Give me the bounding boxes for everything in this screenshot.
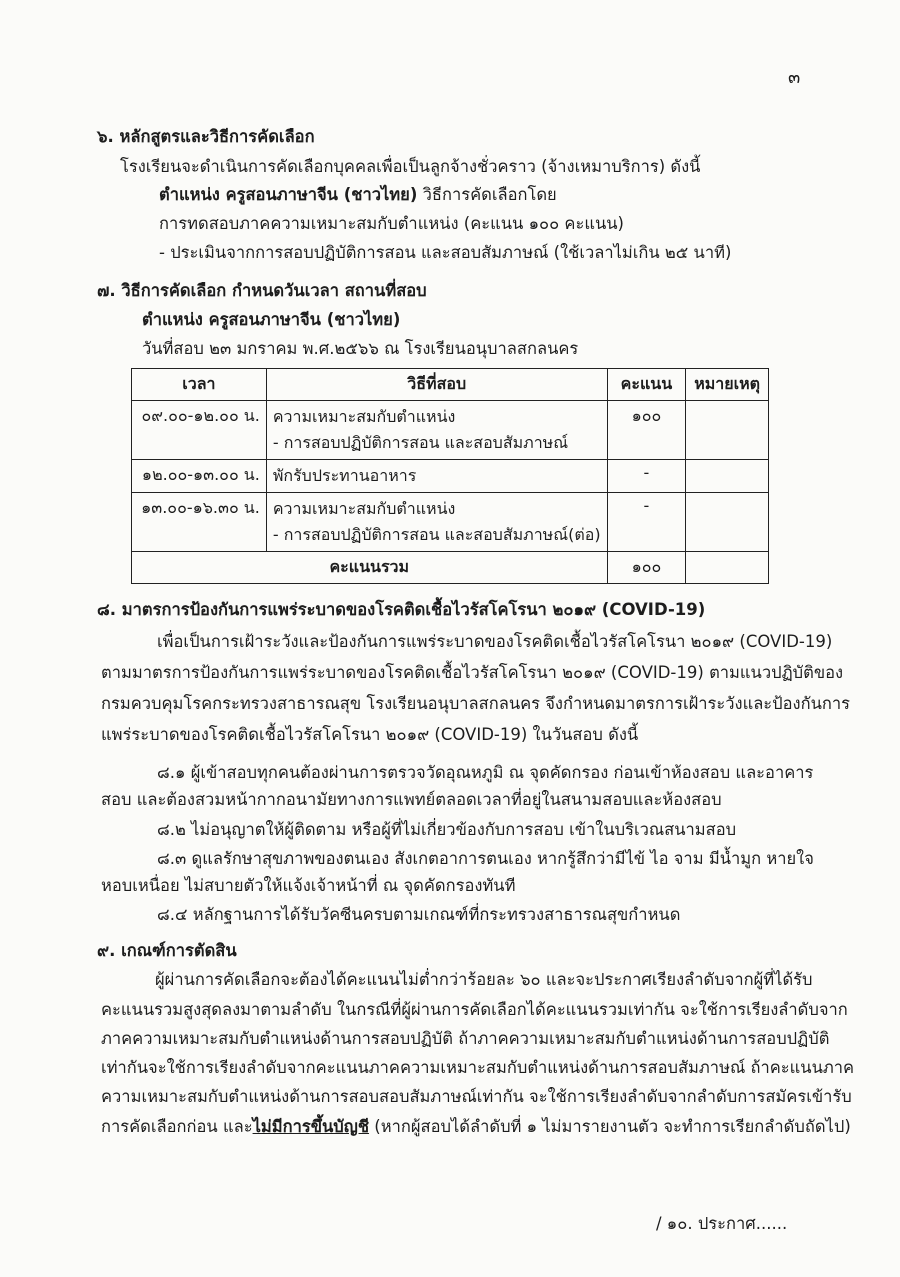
section-7-position: ตำแหน่ง ครูสอนภาษาจีน (ชาวไทย)	[142, 310, 401, 329]
cell-time: ๑๒.๐๐-๑๓.๐๐ น.	[132, 460, 267, 493]
col-header-note: หมายเหตุ	[686, 369, 769, 401]
section-6-intro: โรงเรียนจะดำเนินการคัดเลือกบุคคลเพื่อเป็นลูกจ้างชั่วคราว (จ้างเหมาบริการ) ดังนี้	[120, 157, 701, 176]
section-8-para-line: ตามมาตรการป้องกันการแพร่ระบาดของโรคติดเชื้อไวรัสโคโรนา ๒๐๑๙ (COVID-19) ตามแนวปฏิบัติของ	[101, 663, 844, 682]
cell-score: ๑๐๐	[607, 401, 686, 460]
cell-time: ๐๙.๐๐-๑๒.๐๐ น.	[132, 401, 267, 460]
cell-time: ๑๓.๐๐-๑๖.๓๐ น.	[132, 493, 267, 552]
method-line-2: - การสอบปฏิบัติการสอน และสอบสัมภาษณ์(ต่อ)	[272, 525, 601, 544]
col-header-method: วิธีที่สอบ	[266, 369, 607, 401]
total-score: ๑๐๐	[607, 552, 686, 584]
cell-score: -	[607, 460, 686, 493]
section-9-line: ภาคความเหมาะสมกับตำแหน่งด้านการสอบปฏิบัติ ถ้าภาคความเหมาะสมกับตำแหน่งด้านการสอบปฏิบัติ	[101, 1029, 830, 1048]
cell-method	[266, 493, 607, 552]
page-number: ๓	[788, 67, 801, 88]
measure-8-3-cont: หอบเหนื่อย ไม่สบายตัวให้แจ้งเจ้าหน้าที่ ณ จุดคัดกรองทันที	[101, 876, 516, 895]
cell-note	[686, 460, 769, 493]
table-row	[132, 401, 769, 460]
section-9-line: ความเหมาะสมกับตำแหน่งด้านการสอบสอบสัมภาษณ์เท่ากัน จะใช้การเรียงลำดับจากลำดับการสมัครเข้ารับ	[101, 1087, 852, 1106]
total-note	[686, 552, 769, 584]
section-8-heading: ๘. มาตรการป้องกันการแพร่ระบาดของโรคติดเชื้อไวรัสโคโรนา ๒๐๑๙ (COVID-19)	[97, 600, 706, 619]
cell-note	[686, 401, 769, 460]
last-line-start: การคัดเลือกก่อน และ	[101, 1117, 253, 1136]
table-total-row	[132, 552, 769, 584]
total-label: คะแนนรวม	[132, 552, 608, 584]
section-9-line: คะแนนรวมสูงสุดลงมาตามลำดับ ในกรณีที่ผู้ผ่านการคัดเลือกได้คะแนนรวมเท่ากัน จะใช้การเรียงลำดับจาก	[101, 1000, 848, 1019]
method-line-1: ความเหมาะสมกับตำแหน่ง	[272, 407, 456, 426]
measure-8-4: ๘.๔ หลักฐานการได้รับวัคซีนครบตามเกณฑ์ที่กระทรวงสาธารณสุขกำหนด	[157, 905, 681, 924]
section-8-para-line: กรมควบคุมโรคกระทรวงสาธารณสุข โรงเรียนอนุบาลสกลนคร จึงกำหนดมาตรการเฝ้าระวังและป้องกันการ	[101, 694, 851, 713]
method-line-1: พักรับประทานอาหาร	[272, 466, 417, 485]
table-row	[132, 493, 769, 552]
table-row	[132, 460, 769, 493]
cell-method	[266, 401, 607, 460]
measure-8-3: ๘.๓ ดูแลรักษาสุขภาพของตนเอง สังเกตอาการตนเอง หากรู้สึกว่ามีไข้ ไอ จาม มีน้ำมูก หายใจ	[157, 849, 814, 868]
position-title: ตำแหน่ง ครูสอนภาษาจีน (ชาวไทย)	[159, 185, 418, 204]
table-header-row	[132, 369, 769, 401]
cell-score: -	[607, 493, 686, 552]
col-header-score: คะแนน	[607, 369, 686, 401]
cell-note	[686, 493, 769, 552]
method-line-2: - การสอบปฏิบัติการสอน และสอบสัมภาษณ์	[272, 433, 569, 452]
section-7-date: วันที่สอบ ๒๓ มกราคม พ.ศ.๒๕๖๖ ณ โรงเรียนอนุบาลสกลนคร	[142, 339, 579, 358]
cell-method	[266, 460, 607, 493]
col-header-time: เวลา	[132, 369, 267, 401]
section-7-heading: ๗. วิธีการคัดเลือก กำหนดวันเวลา สถานที่สอบ	[97, 281, 427, 300]
measure-8-1-cont: สอบ และต้องสวมหน้ากากอนามัยทางการแพทย์ตลอดเวลาที่อยู่ในสนามสอบและห้องสอบ	[101, 790, 722, 809]
measure-8-2: ๘.๒ ไม่อนุญาตให้ผู้ติดตาม หรือผู้ที่ไม่เกี่ยวข้องกับการสอบ เข้าในบริเวณสนามสอบ	[157, 820, 737, 839]
section-9-heading: ๙. เกณฑ์การตัดสิน	[97, 941, 237, 960]
exam-schedule-table	[131, 368, 769, 584]
section-8-para-line: แพร่ระบาดของโรคติดเชื้อไวรัสโคโรนา ๒๐๑๙ (COVID-19) ในวันสอบ ดังนี้	[101, 725, 639, 744]
section-6-heading: ๖. หลักสูตรและวิธีการคัดเลือก	[97, 127, 315, 146]
section-6-line-1: การทดสอบภาคความเหมาะสมกับตำแหน่ง (คะแนน ๑๐๐ คะแนน)	[159, 214, 624, 233]
section-8-para-line: เพื่อเป็นการเฝ้าระวังและป้องกันการแพร่ระบาดของโรคติดเชื้อไวรัสโคโรนา ๒๐๑๙ (COVID-19)	[157, 632, 833, 651]
section-6-line-2: - ประเมินจากการสอบปฏิบัติการสอน และสอบสัมภาษณ์ (ใช้เวลาไม่เกิน ๒๕ นาที)	[159, 243, 732, 262]
section-9-last-line	[101, 1114, 851, 1140]
last-line-end: (หากผู้สอบได้ลำดับที่ ๑ ไม่มารายงานตัว จะทำการเรียกลำดับถัดไป)	[369, 1117, 851, 1136]
measure-8-1: ๘.๑ ผู้เข้าสอบทุกคนต้องผ่านการตรวจวัดอุณหภูมิ ณ จุดคัดกรอง ก่อนเข้าห้องสอบ และอาคาร	[157, 763, 814, 782]
continuation-footer: / ๑๐. ประกาศ......	[656, 1214, 788, 1233]
method-line-1: ความเหมาะสมกับตำแหน่ง	[272, 499, 456, 518]
no-waitlist-emphasis: ไม่มีการขึ้นบัญชี	[252, 1117, 370, 1136]
section-9-line: ผู้ผ่านการคัดเลือกจะต้องได้คะแนนไม่ต่ำกว่าร้อยละ ๖๐ และจะประกาศเรียงลำดับจากผู้ที่ได้รับ	[155, 970, 813, 989]
section-9-line: เท่ากันจะใช้การเรียงลำดับจากคะแนนภาคความเหมาะสมกับตำแหน่งด้านการสอบสัมภาษณ์ ถ้าคะแนนภาค	[101, 1058, 855, 1077]
section-6-position	[159, 182, 557, 208]
position-method: วิธีการคัดเลือกโดย	[417, 185, 557, 204]
